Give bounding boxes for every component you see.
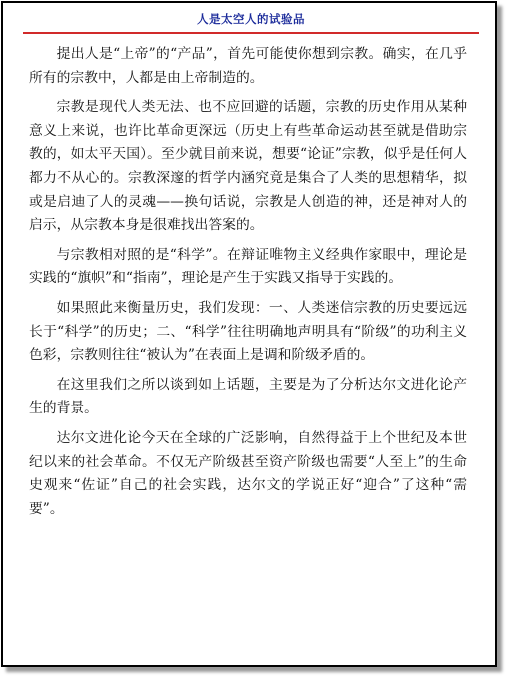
paragraph-4: 如果照此来衡量历史，我们发现：一、人类迷信宗教的历史要远远长于“科学”的历史；二、“科学”往往明确地声明具有“阶级”的功利主义色彩，宗教则往往“被认为”在表面上是调和阶级矛盾的。: [29, 299, 467, 364]
page-frame: [1, 1, 497, 667]
paragraph-1: 提出人是“上帝”的“产品”，首先可能使你想到宗教。确实，在几乎所有的宗教中，人都是由上帝制造的。: [29, 46, 467, 86]
header-rule: [23, 32, 479, 34]
paragraph-2: 宗教是现代人类无法、也不应回避的话题，宗教的历史作用从某种意义上来说，也许比革命更深远（历史上有些革命运动甚至就是借助宗教的，如太平天国）。至少就目前来说，想要“论证”宗教，似乎是任何人都力不从心的。宗教深邃的哲学内涵究竟是集合了人类的思想精华，拟或是启迪了人的灵魂——换句话说，宗教是人创造的神，还是神对人的启示，从宗教本身是很难找出答案的。: [29, 99, 467, 234]
running-header: 人是太空人的试验品: [197, 12, 305, 26]
body-text: [29, 43, 467, 527]
paragraph-3: 与宗教相对照的是“科学”。在辩证唯物主义经典作家眼中，理论是实践的“旗帜”和“指南”，理论是产生于实践又指导于实践的。: [29, 246, 467, 287]
paragraph-6: 达尔文进化论今天在全球的广泛影响，自然得益于上个世纪及本世纪以来的社会革命。不仅无产阶级甚至资产阶级也需要“人至上”的生命史观来“佐证”自己的社会实践，达尔文的学说正好“迎合”了这种“需要”。: [29, 429, 467, 517]
paragraph-5: 在这里我们之所以谈到如上话题，主要是为了分析达尔文进化论产生的背景。: [29, 376, 467, 417]
